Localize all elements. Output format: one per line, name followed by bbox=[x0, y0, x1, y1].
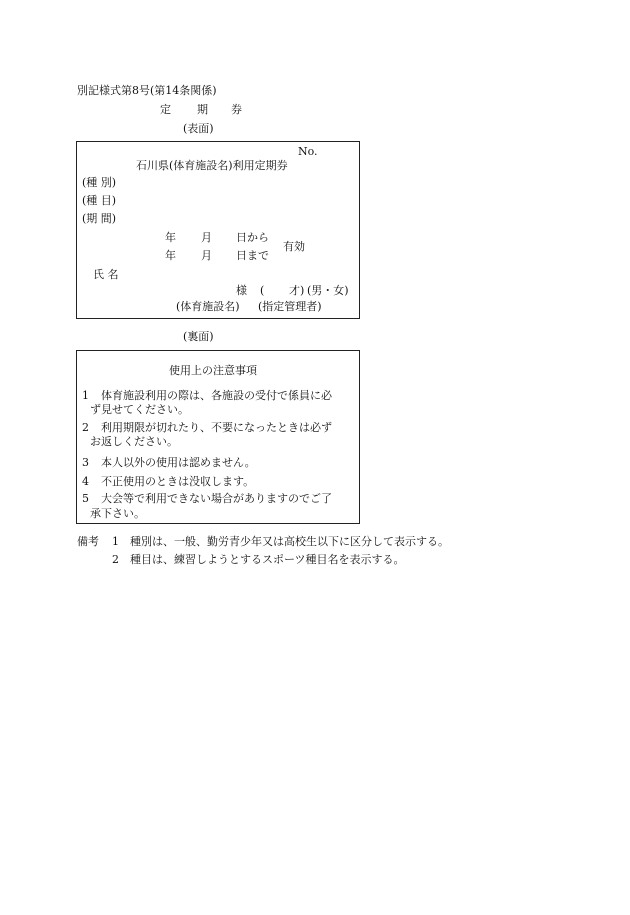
notice-line: 利用期限が切れたり、不要になったときは必ず bbox=[101, 421, 332, 434]
notice-line: ず見せてください。 bbox=[90, 403, 189, 416]
form-label: 別記様式第8号(第14条関係) bbox=[77, 84, 217, 97]
notice-line: 大会等で利用できない場合がありますのでご了 bbox=[101, 492, 332, 505]
notice-title: 使用上の注意事項 bbox=[169, 364, 257, 377]
period-from-day: 日から bbox=[236, 231, 269, 244]
number-label: No. bbox=[298, 145, 318, 158]
notice-line: 承下さい。 bbox=[90, 507, 145, 520]
period-to-month: 月 bbox=[201, 249, 212, 262]
field-type: (種 別) bbox=[82, 176, 117, 189]
field-event: (種 目) bbox=[82, 194, 117, 207]
notice-num: 1 bbox=[82, 389, 89, 402]
period-to-day: 日まで bbox=[236, 249, 269, 262]
card-title: 石川県(体育施設名)利用定期券 bbox=[136, 159, 288, 172]
remark-text: 種別は、一般、勤労青少年又は高校生以下に区分して表示する。 bbox=[130, 535, 449, 548]
valid-label: 有効 bbox=[283, 240, 305, 253]
name-label: 氏 名 bbox=[93, 268, 119, 281]
age-close: 才) bbox=[289, 284, 305, 297]
notice-line: 不正使用のときは没収します。 bbox=[101, 475, 255, 488]
manager-label: (指定管理者) bbox=[258, 300, 322, 313]
age-open: ( bbox=[260, 284, 265, 297]
gender-label: (男・女) bbox=[307, 284, 349, 297]
period-to-year: 年 bbox=[165, 249, 176, 262]
title-char-3: 券 bbox=[231, 103, 242, 116]
title-char-1: 定 bbox=[160, 103, 171, 116]
remarks-label: 備考 bbox=[77, 535, 99, 548]
notice-line: 本人以外の使用は認めません。 bbox=[101, 456, 256, 469]
notice-num: 5 bbox=[82, 492, 89, 505]
remark-num: 2 bbox=[112, 553, 119, 566]
notice-num: 3 bbox=[82, 456, 89, 469]
facility-label: (体育施設名) bbox=[176, 300, 240, 313]
notice-line: 体育施設利用の際は、各施設の受付で係員に必 bbox=[101, 389, 332, 402]
honorific: 様 bbox=[236, 284, 247, 297]
field-period: (期 間) bbox=[82, 212, 117, 225]
remark-num: 1 bbox=[112, 535, 119, 548]
remark-text: 種目は、練習しようとするスポーツ種目名を表示する。 bbox=[130, 553, 405, 566]
front-label: (表面) bbox=[183, 122, 214, 135]
notice-line: お返しください。 bbox=[90, 435, 178, 448]
title-char-2: 期 bbox=[197, 103, 208, 116]
notice-num: 2 bbox=[82, 421, 89, 434]
period-from-year: 年 bbox=[165, 231, 176, 244]
notice-num: 4 bbox=[82, 475, 89, 488]
period-from-month: 月 bbox=[201, 231, 212, 244]
back-label: (裏面) bbox=[183, 330, 214, 343]
